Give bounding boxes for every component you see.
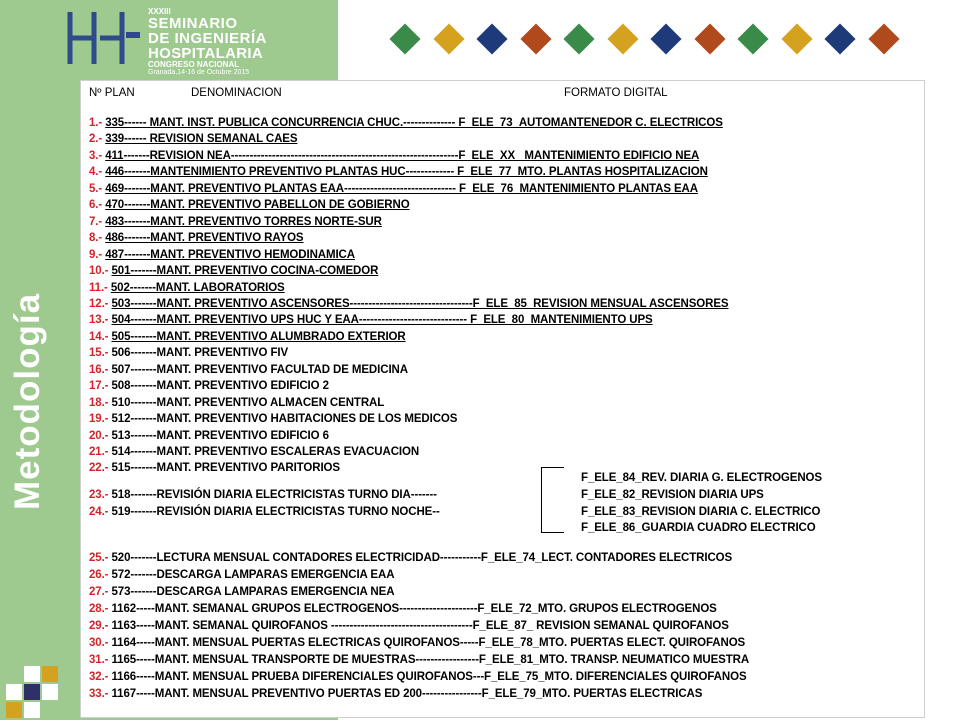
plan-row <box>89 569 394 581</box>
row-number: 21.- <box>89 446 112 458</box>
row-number: 15.- <box>89 347 112 360</box>
row-text: 483-------MANT. PREVENTIVO TORRES NORTE-SUR <box>105 215 382 228</box>
plan-row <box>89 637 745 649</box>
diamond-shape <box>433 23 464 54</box>
diamond-shape <box>824 23 855 54</box>
shift-format: F_ELE_86_GUARDIA CUADRO ELECTRICO <box>581 522 816 534</box>
plan-row <box>89 298 729 310</box>
row-number: 12.- <box>89 297 112 310</box>
row-number: 23.- <box>89 489 112 501</box>
row-number: 2.- <box>89 133 106 146</box>
logo-text <box>148 8 267 76</box>
row-number: 29.- <box>89 620 112 633</box>
logo-hospitalaria: HOSPITALARIA <box>148 45 263 62</box>
row-number: 13.- <box>89 314 112 327</box>
row-number: 26.- <box>89 569 112 582</box>
row-text: 572-------DESCARGA LAMPARAS EMERGENCIA EAA <box>111 569 395 582</box>
diamond-shape <box>781 23 812 54</box>
row-number: 3.- <box>89 149 106 162</box>
plan-row <box>89 314 653 326</box>
plan-row <box>89 331 406 343</box>
diamond-shape <box>868 23 899 54</box>
row-number: 4.- <box>89 166 106 179</box>
row-text: 503-------MANT. PREVENTIVO ASCENSORES---------------------------------F_ELE_85_REVISION MENSUAL ASCENSORES <box>111 297 729 310</box>
row-number: 18.- <box>89 396 112 409</box>
header-formato: FORMATO DIGITAL <box>564 87 668 99</box>
diamond-shape <box>737 23 768 54</box>
row-number: 28.- <box>89 603 112 616</box>
row-text: 339------ REVISION SEMANAL CAES <box>105 133 298 146</box>
row-text: 1162-----MANT. SEMANAL GRUPOS ELECTROGENOS---------------------F_ELE_72_MTO. GRUPOS ELECTROGENOS <box>111 603 717 616</box>
plan-row <box>89 688 702 700</box>
row-number: 27.- <box>89 586 112 599</box>
seminar-logo <box>64 6 146 70</box>
plan-row <box>89 117 723 129</box>
plan-row <box>89 506 440 518</box>
row-text: 506-------MANT. PREVENTIVO FIV <box>111 347 289 360</box>
row-text: 487-------MANT. PREVENTIVO HEMODINAMICA <box>105 248 355 261</box>
row-number: 33.- <box>89 688 112 701</box>
row-number: 8.- <box>89 232 106 245</box>
plan-row <box>89 671 747 683</box>
row-text: 486-------MANT. PREVENTIVO RAYOS <box>105 232 304 245</box>
plan-row <box>89 620 729 632</box>
plan-row <box>89 430 329 442</box>
shift-format: F_ELE_84_REV. DIARIA G. ELECTROGENOS <box>581 472 822 484</box>
plan-row <box>89 249 355 261</box>
row-number: 10.- <box>89 265 112 278</box>
row-text: 510-------MANT. PREVENTIVO ALMACEN CENTRAL <box>111 396 385 409</box>
diamond-shape <box>476 23 507 54</box>
plan-row <box>89 265 378 277</box>
row-text: 446-------MANTENIMIENTO PREVENTIVO PLANTAS HUC------------- F_ELE_77_MTO. PLANTAS HOSPITALIZACION <box>105 166 708 179</box>
diamond-shape <box>389 23 420 54</box>
row-text: 508-------MANT. PREVENTIVO EDIFICIO 2 <box>111 380 329 393</box>
plan-row <box>89 216 382 228</box>
plan-row <box>89 150 699 162</box>
row-text: 1165-----MANT. MENSUAL TRANSPORTE DE MUESTRAS-----------------F_ELE_81_MTO. TRANSP. NEUMATICO MUESTRA <box>111 654 750 667</box>
plan-row <box>89 364 408 376</box>
diamond-shape <box>694 23 725 54</box>
row-text: 502-------MANT. LABORATORIOS <box>110 281 285 294</box>
header-plan: Nº PLAN <box>89 87 135 99</box>
emblem-icon <box>6 666 72 718</box>
header-denominacion: DENOMINACION <box>191 87 282 99</box>
bracket <box>541 467 564 533</box>
plan-row <box>89 586 394 598</box>
row-number: 7.- <box>89 215 106 228</box>
shift-format: F_ELE_83_REVISION DIARIA C. ELECTRICO <box>581 506 821 518</box>
plan-row <box>89 183 698 195</box>
plan-row <box>89 380 329 392</box>
plan-row <box>89 166 708 178</box>
row-text: 1167-----MANT. MENSUAL PREVENTIVO PUERTAS ED 200----------------F_ELE_79_MTO. PUERTAS ELECTRICAS <box>111 688 703 701</box>
row-number: 11.- <box>89 281 111 294</box>
row-number: 5.- <box>89 182 106 195</box>
diamond-shape <box>520 23 551 54</box>
row-number: 6.- <box>89 199 106 212</box>
row-text: 501-------MANT. PREVENTIVO COCINA-COMEDOR <box>111 265 379 278</box>
row-text: 505-------MANT. PREVENTIVO ALUMBRADO EXTERIOR <box>111 330 406 343</box>
row-text: 507-------MANT. PREVENTIVO FACULTAD DE MEDICINA <box>111 363 408 376</box>
content-panel <box>80 80 925 718</box>
row-number: 17.- <box>89 380 112 393</box>
row-number: 32.- <box>89 671 112 684</box>
diamond-shape <box>563 23 594 54</box>
row-text: 520-------LECTURA MENSUAL CONTADORES ELECTRICIDAD-----------F_ELE_74_LECT. CONTADORES ELECTRICOS <box>111 552 733 564</box>
row-text: 411-------REVISION NEA-------------------------------------------------------------F_ELE_XX_ MANTENIMIENTO EDIFICIO NEA <box>105 149 700 162</box>
plan-row <box>89 489 437 501</box>
row-number: 9.- <box>89 248 106 261</box>
row-number: 20.- <box>89 429 112 442</box>
row-text: 519-------REVISIÓN DIARIA ELECTRICISTAS TURNO NOCHE-- <box>111 506 440 518</box>
row-text: 513-------MANT. PREVENTIVO EDIFICIO 6 <box>111 429 329 442</box>
plan-row <box>89 282 285 294</box>
plan-row <box>89 603 717 615</box>
plan-row <box>89 199 410 211</box>
plan-row <box>89 552 732 564</box>
row-text: 518-------REVISIÓN DIARIA ELECTRICISTAS TURNO DIA------- <box>111 489 437 501</box>
row-text: 512-------MANT. PREVENTIVO HABITACIONES DE LOS MEDICOS <box>111 413 458 426</box>
row-number: 14.- <box>89 330 112 343</box>
row-number: 19.- <box>89 413 112 426</box>
diamond-row <box>388 24 918 60</box>
row-text: 514-------MANT. PREVENTIVO ESCALERAS EVACUACION <box>111 446 420 458</box>
plan-row <box>89 232 304 244</box>
row-number: 30.- <box>89 637 112 650</box>
logo-ingenieria: DE INGENIERÍA <box>148 30 268 47</box>
logo-date: Granada,14-16 de Octubre 2015 <box>148 69 250 76</box>
plan-row <box>89 413 457 425</box>
row-text: 515-------MANT. PREVENTIVO PARITORIOS <box>111 462 340 475</box>
diamond-shape <box>607 23 638 54</box>
row-text: 1166-----MANT. MENSUAL PRUEBA DIFERENCIALES QUIROFANOS---F_ELE_75_MTO. DIFERENCIALES QUIROFANOS <box>111 671 747 684</box>
plan-row <box>89 397 384 409</box>
row-number: 22.- <box>89 462 112 475</box>
row-number: 1.- <box>89 117 106 129</box>
row-text: 469-------MANT. PREVENTIVO PLANTAS EAA------------------------------ F_ELE_76_MANTENIMIENTO PLANTAS EAA <box>105 182 698 195</box>
row-number: 16.- <box>89 363 112 376</box>
plan-row <box>89 133 297 145</box>
row-number: 24.- <box>89 506 112 518</box>
logo-congreso: CONGRESO NACIONAL <box>148 60 240 69</box>
shift-format: F_ELE_82_REVISION DIARIA UPS <box>581 489 764 501</box>
plan-row <box>89 462 340 474</box>
row-text: 335------ MANT. INST. PUBLICA CONCURRENCIA CHUC.-------------- F_ELE_73_AUTOMANTENEDOR C. ELECTRICOS <box>105 117 723 129</box>
row-text: 1164-----MANT. MENSUAL PUERTAS ELECTRICAS QUIROFANOS-----F_ELE_78_MTO. PUERTAS ELECT. QUIROFANOS <box>111 637 746 650</box>
row-number: 25.- <box>89 552 112 564</box>
logo-edition: XXXIII <box>148 7 171 16</box>
row-text: 470-------MANT. PREVENTIVO PABELLON DE GOBIERNO <box>105 199 410 212</box>
plan-row <box>89 654 749 666</box>
diamond-shape <box>650 23 681 54</box>
row-text: 573-------DESCARGA LAMPARAS EMERGENCIA NEA <box>111 586 395 599</box>
logo-seminario: SEMINARIO <box>148 15 238 32</box>
plan-row <box>89 347 288 359</box>
row-text: 1163-----MANT. SEMANAL QUIROFANOS --------------------------------------F_ELE_87_ REVISION SEMANAL QUIROFANOS <box>111 620 729 633</box>
plan-row <box>89 446 419 458</box>
row-number: 31.- <box>89 654 112 667</box>
row-text: 504-------MANT. PREVENTIVO UPS HUC Y EAA----------------------------- F_ELE_80_MANTENIMIENTO UPS <box>111 314 653 327</box>
